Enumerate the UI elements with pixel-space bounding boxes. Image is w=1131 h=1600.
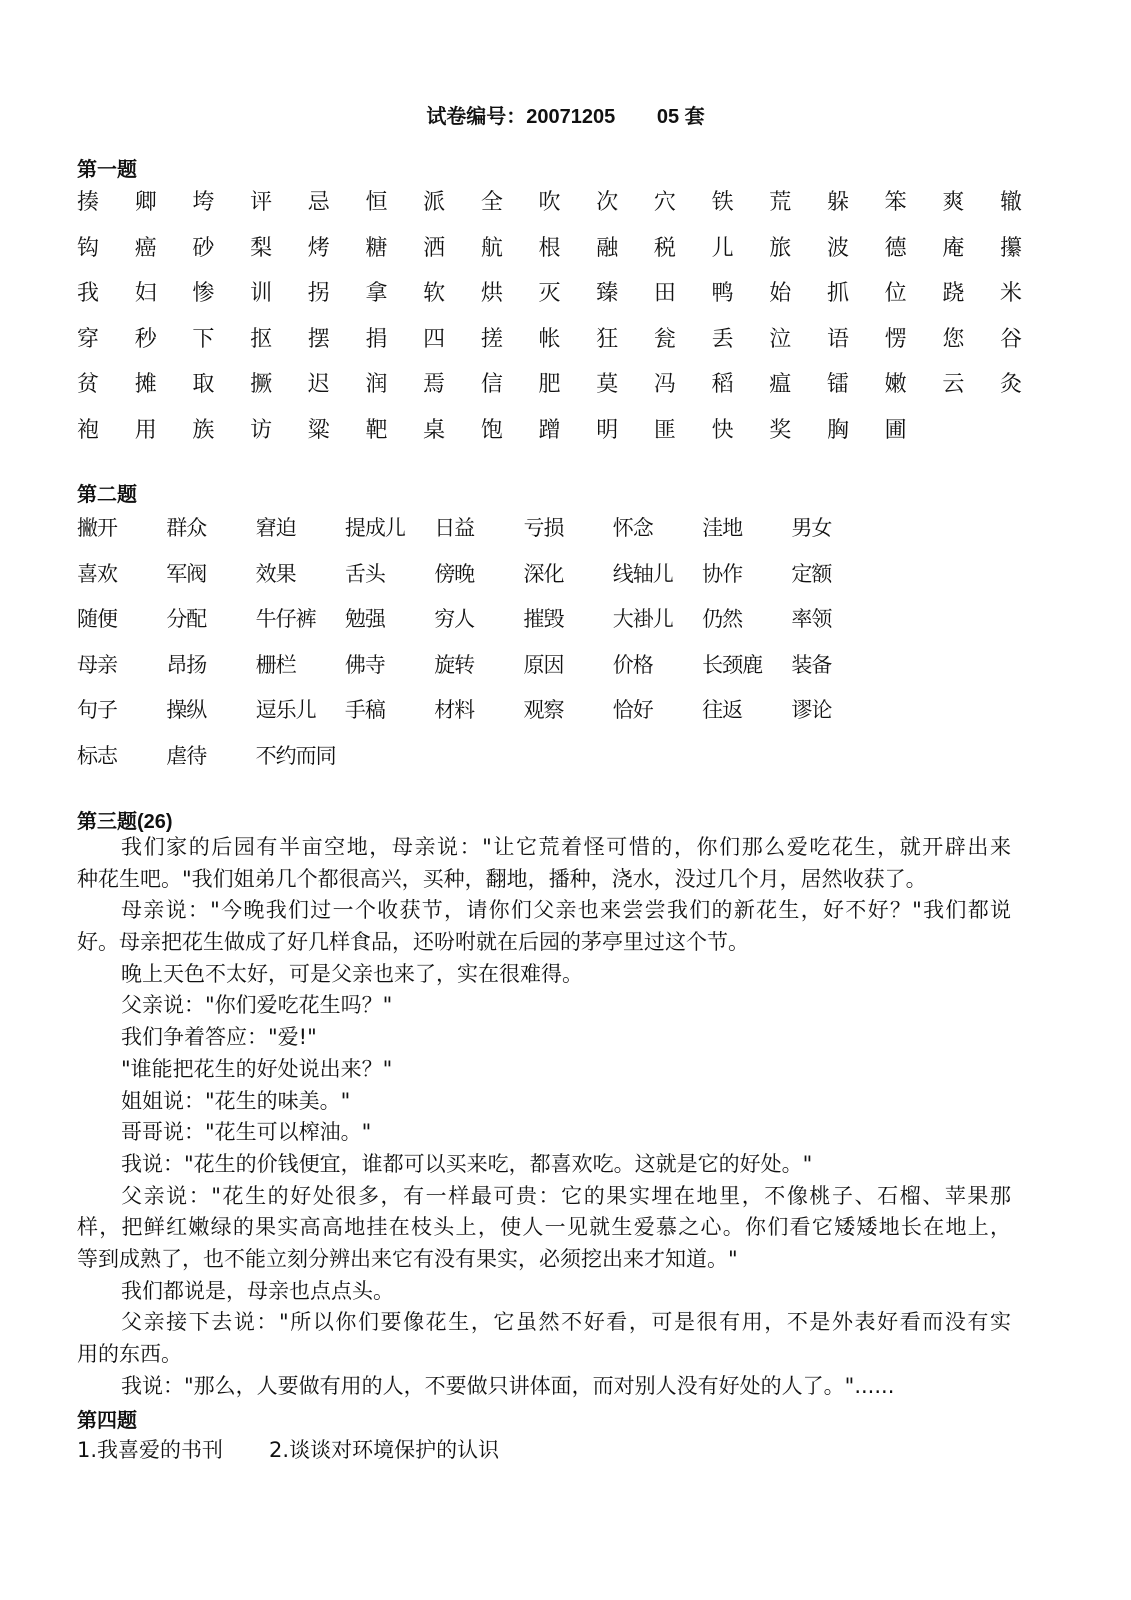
- character-item: 粱: [307, 417, 330, 443]
- character-item: 爽: [942, 190, 965, 215]
- character-item: 泣: [769, 326, 792, 352]
- character-item: 云: [942, 372, 965, 397]
- word-item: 谬论: [791, 698, 832, 723]
- character-item: 穴: [653, 190, 676, 215]
- passage-line: 晚上天色不太好，可是父亲也来了，实在很难得。: [121, 961, 583, 986]
- character-item: 烘: [480, 281, 503, 306]
- character-item: 四: [423, 326, 446, 352]
- word-item: 句子: [77, 698, 117, 723]
- passage-line: 父亲说："花生的好处很多，有一样最可贵：它的果实埋在地里，不像桃子、石榴、苹果那: [121, 1183, 1011, 1208]
- character-item: 饱: [480, 417, 503, 443]
- passage-line: 我说："花生的价钱便宜，谁都可以买来吃，都喜欢吃。这就是它的好处。": [121, 1151, 813, 1176]
- word-row: [77, 602, 881, 648]
- character-item: 训: [250, 281, 273, 306]
- character-item: 惨: [192, 281, 215, 306]
- character-item: 冯: [653, 372, 676, 397]
- section4-topics: [77, 1434, 499, 1464]
- character-row: [77, 414, 1058, 460]
- character-item: 摆: [307, 326, 330, 352]
- character-item: 灭: [538, 281, 561, 306]
- exam-set: 05 套: [656, 106, 705, 128]
- word-item: 率领: [791, 607, 832, 632]
- character-item: 儿: [711, 235, 734, 261]
- character-item: 糖: [365, 235, 388, 261]
- character-item: 您: [942, 326, 965, 352]
- character-item: 全: [480, 190, 503, 215]
- passage-line: 用的东西。: [77, 1342, 182, 1366]
- character-item: 波: [826, 235, 849, 261]
- character-item: 嫩: [884, 372, 907, 397]
- word-item: 穷人: [434, 607, 475, 632]
- character-item: 拐: [307, 281, 330, 306]
- character-item: 语: [826, 326, 849, 352]
- character-item: 恒: [365, 190, 388, 215]
- word-item: 标志: [77, 743, 117, 768]
- word-item: 逗乐儿: [255, 698, 316, 723]
- word-item: 喜欢: [77, 561, 117, 586]
- word-item: 手稿: [344, 698, 385, 723]
- section3-heading: 第三题(26): [77, 811, 173, 833]
- character-item: 摊: [134, 372, 157, 397]
- character-item: 信: [480, 372, 503, 397]
- character-item: 丢: [711, 326, 734, 352]
- character-item: 奖: [769, 417, 792, 443]
- character-item: 融: [596, 235, 619, 261]
- passage-line: 我们家的后园有半亩空地，母亲说："让它荒着怪可惜的，你们那么爱吃花生，就开辟出来: [121, 835, 1011, 859]
- character-item: 用: [134, 417, 157, 443]
- exam-number: 试卷编号：20071205: [426, 106, 616, 128]
- word-row: [77, 511, 881, 557]
- character-item: 搓: [480, 326, 503, 352]
- character-item: 派: [423, 190, 446, 215]
- character-item: 肥: [538, 372, 561, 397]
- character-item: 狂: [596, 326, 619, 352]
- topic-1: 1.我喜爱的书刊: [77, 1438, 224, 1462]
- word-item: 牛仔裤: [255, 607, 316, 632]
- word-item: 操纵: [166, 698, 207, 723]
- character-item: 烤: [307, 235, 330, 261]
- character-item: 谷: [1000, 326, 1023, 352]
- character-item: 秒: [134, 326, 157, 352]
- word-item: 洼地: [702, 516, 743, 540]
- word-item: 往返: [702, 698, 743, 723]
- character-item: 铁: [711, 190, 734, 215]
- word-item: 母亲: [77, 652, 117, 677]
- character-item: 族: [192, 417, 215, 443]
- word-item: 材料: [434, 698, 475, 723]
- character-item: 跷: [942, 281, 965, 306]
- character-item: 笨: [884, 190, 907, 215]
- character-item: 捐: [365, 326, 388, 352]
- character-item: 砂: [192, 235, 215, 261]
- word-row: [77, 557, 881, 603]
- passage-line: 种花生吧。"我们姐弟几个都很高兴，买种，翻地，播种，浇水，没过几个月，居然收获了。: [77, 866, 927, 891]
- character-item: 焉: [423, 372, 446, 397]
- character-item: 稻: [711, 372, 734, 397]
- word-item: 勉强: [344, 607, 385, 632]
- section2-word-grid: [77, 511, 881, 785]
- character-item: 袍: [77, 417, 100, 443]
- word-item: 定额: [791, 561, 832, 586]
- character-item: 愣: [884, 326, 907, 352]
- character-item: 评: [250, 190, 273, 215]
- word-item: 提成儿: [344, 516, 405, 540]
- character-item: 米: [1000, 281, 1023, 306]
- character-item: 揍: [77, 190, 100, 215]
- word-item: 大褂儿: [612, 607, 673, 632]
- passage-line: 我们争着答应："爱!": [121, 1025, 317, 1050]
- word-item: 不约而同: [255, 743, 336, 768]
- section4-heading: 第四题: [77, 1410, 137, 1432]
- character-item: 始: [769, 281, 792, 306]
- character-item: 航: [480, 235, 503, 261]
- character-item: 灸: [1000, 372, 1023, 397]
- character-item: 蹭: [538, 417, 561, 443]
- character-row: [77, 186, 1058, 232]
- passage-line: 好。母亲把花生做成了好几样食品，还吩咐就在后园的茅亭里过这个节。: [77, 930, 749, 955]
- character-row: [77, 368, 1058, 414]
- character-item: 帐: [538, 326, 561, 352]
- word-item: 长颈鹿: [702, 652, 763, 677]
- word-item: 军阀: [166, 561, 207, 586]
- word-item: 撇开: [77, 516, 117, 540]
- word-item: 昂扬: [166, 652, 207, 677]
- word-row: [77, 739, 881, 785]
- character-item: 攥: [1000, 235, 1023, 261]
- character-item: 明: [596, 417, 619, 443]
- word-item: 怀念: [612, 516, 653, 540]
- passage-line: 姐姐说："花生的味美。": [121, 1088, 351, 1113]
- character-row: [77, 277, 1058, 323]
- word-item: 群众: [166, 516, 207, 540]
- passage-line: 父亲说："你们爱吃花生吗？": [121, 993, 393, 1018]
- word-item: 线轴儿: [612, 561, 673, 586]
- character-item: 瓮: [653, 326, 676, 352]
- word-item: 协作: [702, 561, 743, 586]
- character-item: 迟: [307, 372, 330, 397]
- character-item: 瘟: [769, 372, 792, 397]
- word-item: 观察: [523, 698, 564, 723]
- character-item: 忌: [307, 190, 330, 215]
- word-item: 佛寺: [344, 652, 385, 677]
- word-item: 傍晚: [434, 561, 475, 586]
- character-item: 抠: [250, 326, 273, 352]
- section1-heading: 第一题: [77, 159, 137, 181]
- character-item: 镭: [826, 372, 849, 397]
- passage-line: 等到成熟了，也不能立刻分辨出来它有没有果实，必须挖出来才知道。": [77, 1246, 738, 1271]
- word-item: 装备: [791, 652, 832, 677]
- character-item: 田: [653, 281, 676, 306]
- character-item: 梨: [250, 235, 273, 261]
- character-item: 旅: [769, 235, 792, 261]
- character-item: 匪: [653, 417, 676, 443]
- character-item: 桌: [423, 417, 446, 443]
- exam-title: [0, 100, 1131, 129]
- character-item: 访: [250, 417, 273, 443]
- word-row: [77, 693, 881, 739]
- character-item: 洒: [423, 235, 446, 261]
- section3-passage: [77, 832, 1011, 1402]
- character-item: 鸭: [711, 281, 734, 306]
- word-item: 恰好: [612, 698, 653, 723]
- word-item: 分配: [166, 607, 207, 632]
- character-item: 贫: [77, 372, 100, 397]
- character-row: [77, 232, 1058, 278]
- passage-line: 我们都说是，母亲也点点头。: [121, 1278, 394, 1303]
- character-item: 德: [884, 235, 907, 261]
- character-item: 快: [711, 417, 734, 443]
- character-item: 妇: [134, 281, 157, 306]
- character-item: 躲: [826, 190, 849, 215]
- character-item: 卿: [134, 190, 157, 215]
- character-item: 庵: [942, 235, 965, 261]
- passage-line: "谁能把花生的好处说出来？": [121, 1056, 393, 1081]
- word-item: 窘迫: [255, 516, 296, 540]
- word-item: 仍然: [702, 607, 743, 632]
- character-item: 抓: [826, 281, 849, 306]
- section1-character-grid: [77, 186, 1058, 459]
- character-row: [77, 323, 1058, 369]
- word-item: 摧毁: [523, 607, 564, 632]
- word-item: 随便: [77, 607, 117, 632]
- passage-line: 父亲接下去说："所以你们要像花生，它虽然不好看，可是很有用，不是外表好看而没有实: [121, 1310, 1011, 1335]
- word-item: 原因: [523, 652, 564, 677]
- character-item: 次: [596, 190, 619, 215]
- character-item: 位: [884, 281, 907, 306]
- character-item: 钩: [77, 235, 100, 261]
- character-item: 荒: [769, 190, 792, 215]
- character-item: 我: [77, 281, 100, 306]
- character-item: 圃: [884, 417, 907, 443]
- word-item: 深化: [523, 561, 564, 586]
- character-item: 靶: [365, 417, 388, 443]
- word-item: 男女: [791, 516, 832, 540]
- passage-line: 母亲说："今晚我们过一个收获节，请你们父亲也来尝尝我们的新花生，好不好？"我们都说: [121, 898, 1011, 923]
- character-item: 莫: [596, 372, 619, 397]
- character-item: 吹: [538, 190, 561, 215]
- character-item: 税: [653, 235, 676, 261]
- word-item: 价格: [612, 652, 653, 677]
- character-item: 撅: [250, 372, 273, 397]
- character-item: 胸: [826, 417, 849, 443]
- word-row: [77, 648, 881, 694]
- character-item: 臻: [596, 281, 619, 306]
- character-item: 垮: [192, 190, 215, 215]
- character-item: 癌: [134, 235, 157, 261]
- word-item: 舌头: [344, 561, 385, 586]
- section2-heading: 第二题: [77, 484, 137, 506]
- passage-line: 哥哥说："花生可以榨油。": [121, 1120, 372, 1145]
- character-item: 辙: [1000, 190, 1023, 215]
- character-item: 取: [192, 372, 215, 397]
- word-item: 亏损: [523, 516, 564, 540]
- character-item: 下: [192, 326, 215, 352]
- character-item: 润: [365, 372, 388, 397]
- passage-line: 样，把鲜红嫩绿的果实高高地挂在枝头上，使人一见就生爱慕之心。你们看它矮矮地长在地上，: [77, 1215, 1011, 1240]
- word-item: 日益: [434, 516, 475, 540]
- word-item: 效果: [255, 561, 296, 586]
- word-item: 虐待: [166, 743, 207, 768]
- word-item: 栅栏: [255, 652, 296, 677]
- character-item: 根: [538, 235, 561, 261]
- word-item: 旋转: [434, 652, 475, 677]
- passage-line: 我说："那么，人要做有用的人，不要做只讲体面，而对别人没有好处的人了。"......: [121, 1373, 895, 1398]
- topic-2: 2.谈谈对环境保护的认识: [269, 1438, 500, 1462]
- character-item: 软: [423, 281, 446, 306]
- character-item: 穿: [77, 326, 100, 352]
- character-item: 拿: [365, 281, 388, 306]
